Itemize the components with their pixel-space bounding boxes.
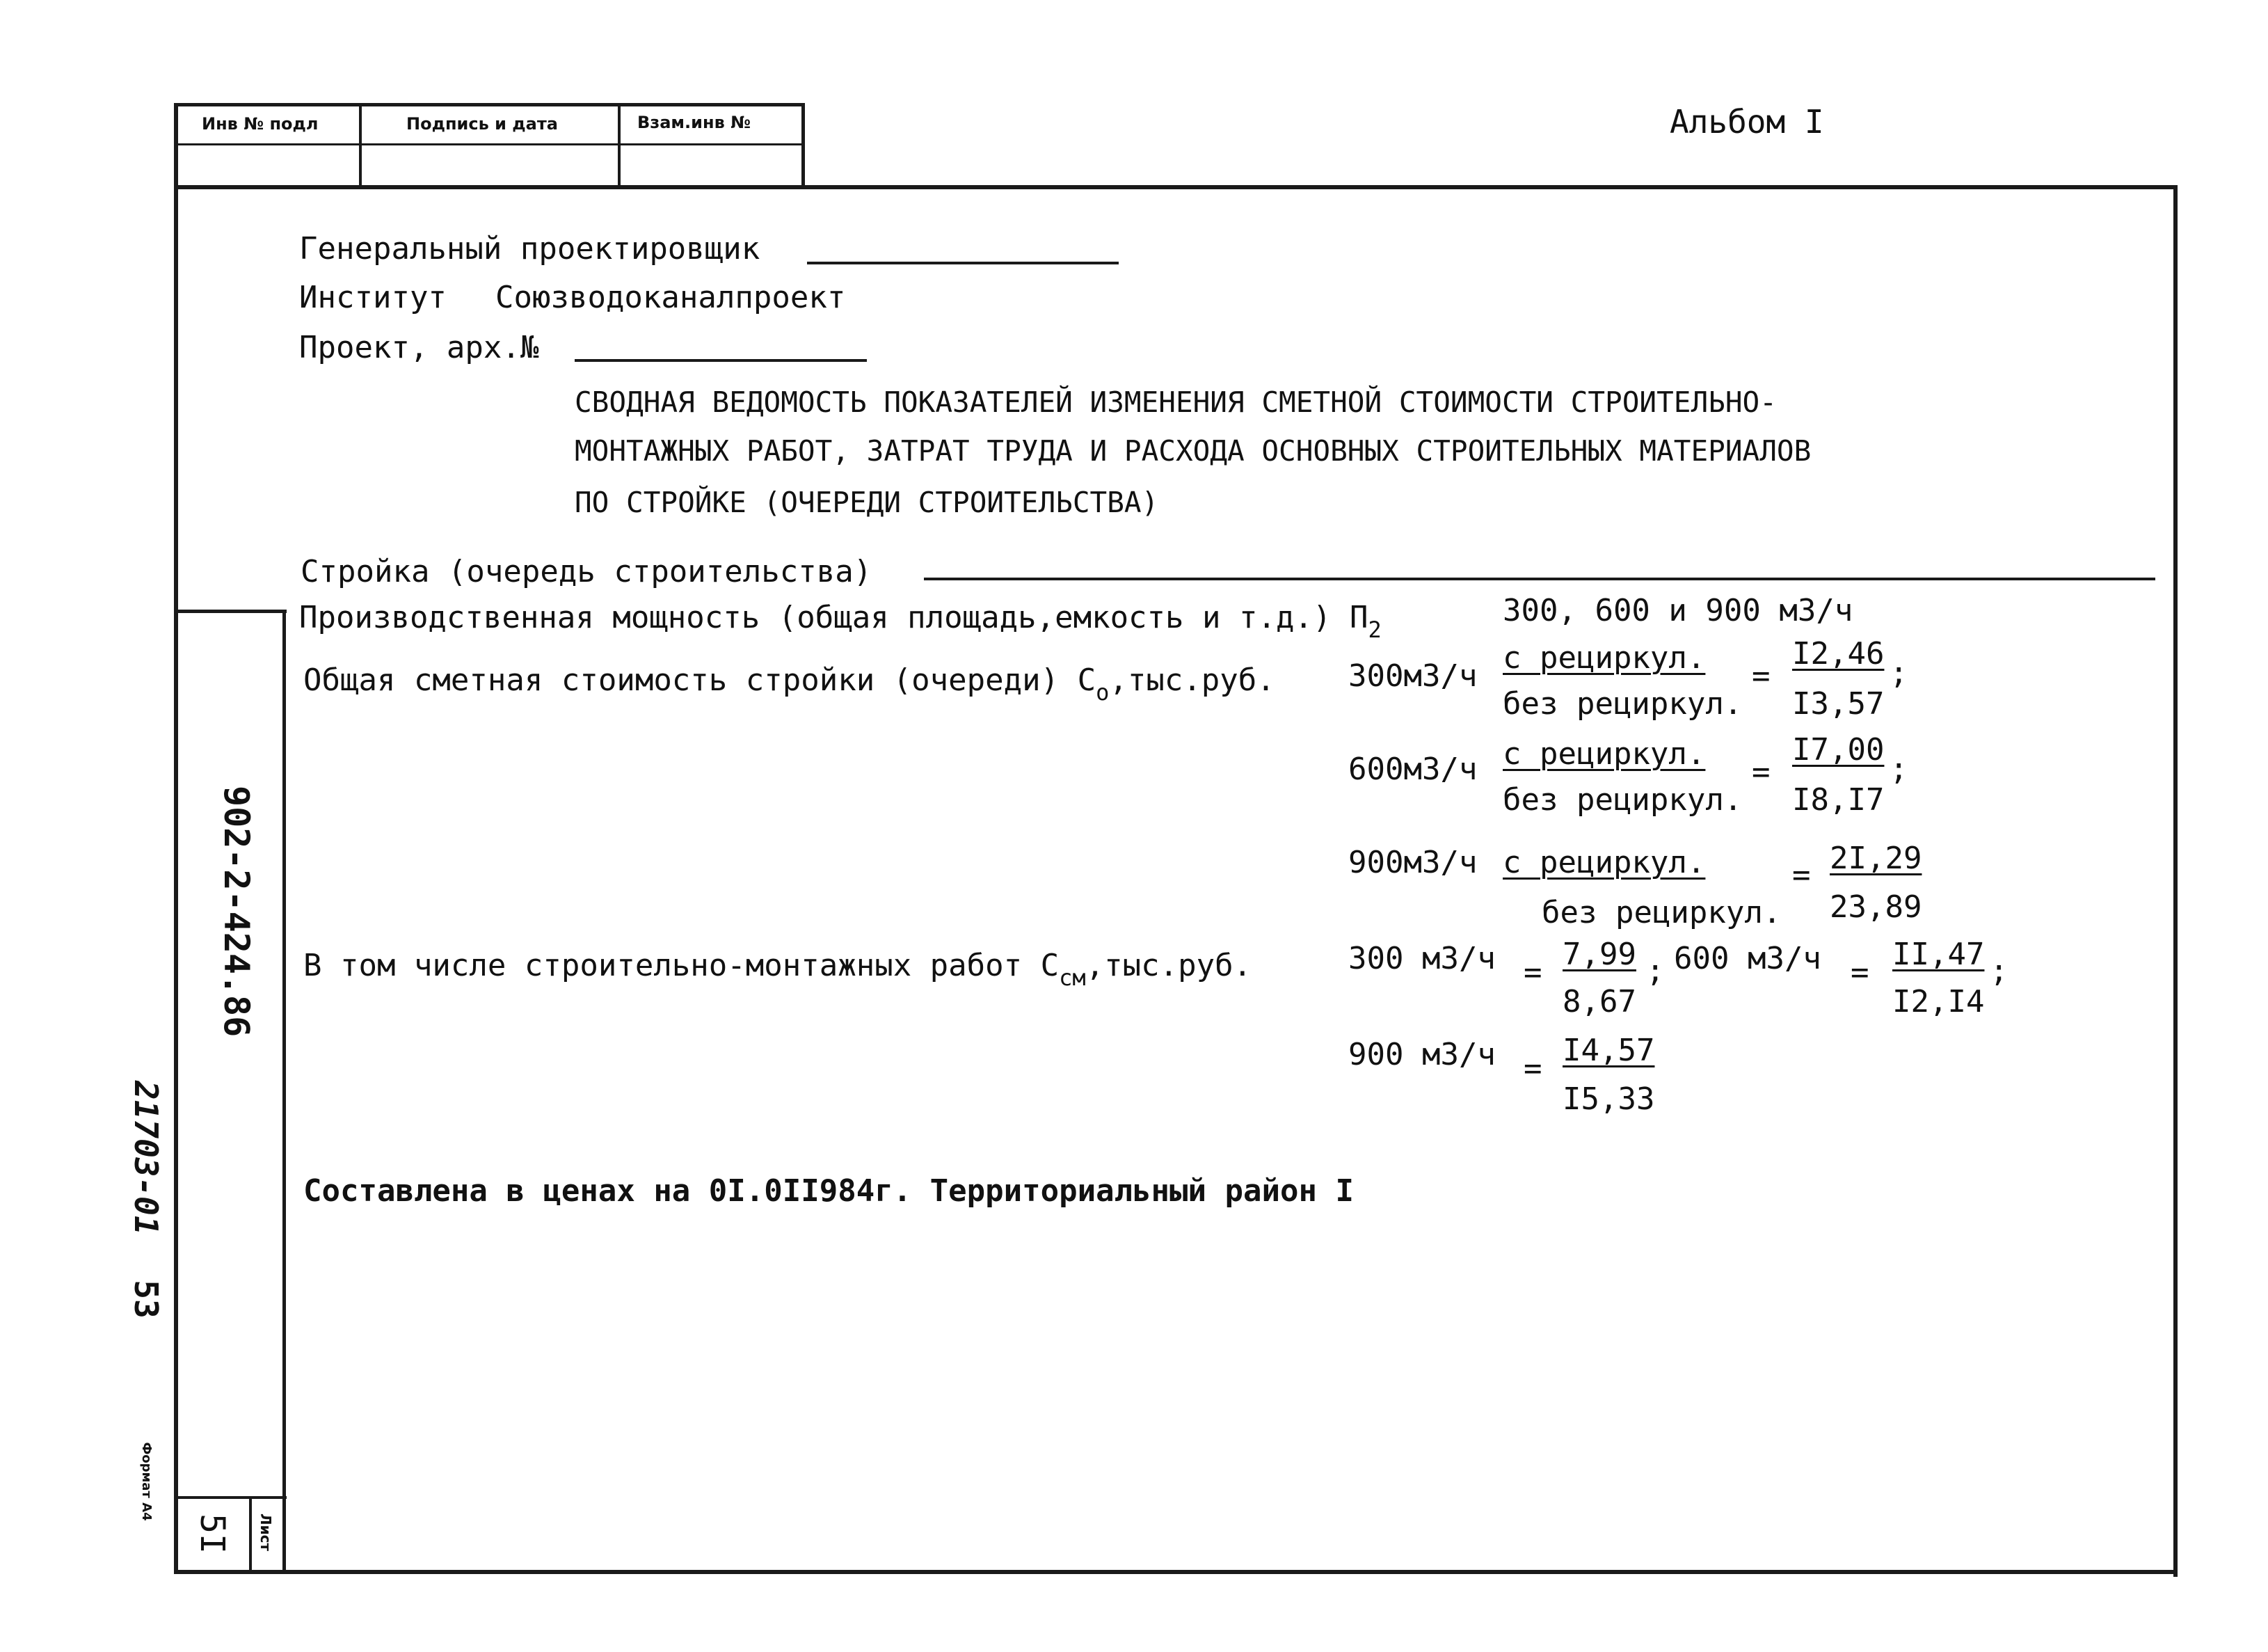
sheet-number: 5I	[193, 1514, 232, 1554]
smr-rate-900: 900 м3/ч	[1348, 1037, 1496, 1072]
capacity-text: Производственная мощность (общая площадь,емкость и т.д.) П	[299, 600, 1368, 635]
total-rate-300: 300м3/ч	[1348, 658, 1478, 694]
sheet-label: Лист	[257, 1513, 274, 1552]
frame-top-border	[174, 185, 2178, 189]
title-line-2: МОНТАЖНЫХ РАБОТ, ЗАТРАТ ТРУДА И РАСХОДА ОСНОВНЫХ СТРОИТЕЛЬНЫХ МАТЕРИАЛОВ	[575, 434, 1812, 468]
total-eq-600: =	[1752, 754, 1771, 790]
stamp-divider-2	[618, 103, 621, 189]
title-line-1: СВОДНАЯ ВЕДОМОСТЬ ПОКАЗАТЕЛЕЙ ИЗМЕНЕНИЯ СМЕТНОЙ СТОИМОСТИ СТРОИТЕЛЬНО-	[575, 386, 1777, 419]
total-with-value-600: I7,00	[1792, 732, 1885, 768]
designer-label: Генеральный проектировщик	[299, 231, 760, 267]
designer-blank	[807, 262, 1119, 264]
sign-date-label: Подпись и дата	[406, 114, 558, 134]
smr-unit: ,тыс.руб.	[1085, 948, 1252, 983]
construction-label: Стройка (очередь строительства)	[301, 554, 872, 589]
archive-code: 21703-01	[127, 1081, 165, 1235]
stamp-top-line	[174, 103, 804, 106]
stamp-divider-1	[359, 103, 362, 189]
inv-label: Инв № подл	[202, 114, 319, 134]
total-without-value-600: I8,I7	[1792, 782, 1885, 818]
smr-label	[303, 948, 1252, 991]
smr-end-300: ;	[1646, 953, 1665, 989]
smr-without-value-600: I2,I4	[1892, 984, 1985, 1019]
total-with-label-900-text: с рециркул.	[1503, 845, 1706, 880]
replace-inv-label: Взам.инв №	[637, 113, 751, 132]
smr-subscript: см	[1059, 964, 1086, 991]
smr-with-value-900: I4,57	[1563, 1033, 1655, 1068]
total-with-label-300: с рециркул.	[1503, 640, 1706, 676]
total-eq-900: =	[1792, 857, 1811, 893]
side-strip-top	[178, 610, 287, 613]
total-cost-text: Общая сметная стоимость стройки (очереди) С	[303, 662, 1096, 698]
smr-rate-600: 600 м3/ч	[1674, 941, 1821, 976]
title-line-3: ПО СТРОЙКЕ (ОЧЕРЕДИ СТРОИТЕЛЬСТВА)	[575, 486, 1159, 519]
total-rate-900: 900м3/ч	[1348, 845, 1478, 880]
format-label: Формат А4	[139, 1442, 154, 1521]
smr-end-600: ;	[1990, 953, 2009, 989]
total-rate-600: 600м3/ч	[1348, 752, 1478, 787]
stamp-right-line	[801, 103, 805, 189]
institute-label: Институт	[299, 280, 447, 315]
total-without-label-900: без рециркул.	[1542, 895, 1782, 930]
side-strip-right	[282, 610, 286, 1574]
institute-value: Союзводоканалпроект	[495, 280, 846, 315]
smr-eq-300: =	[1524, 955, 1542, 990]
frame-right-border	[2173, 185, 2178, 1577]
total-without-label-300: без рециркул.	[1503, 686, 1743, 722]
smr-without-value-300: 8,67	[1563, 984, 1636, 1019]
total-with-label-900	[1503, 845, 1706, 880]
smr-eq-600: =	[1851, 955, 1869, 990]
project-label: Проект, арх.№	[299, 330, 539, 365]
smr-text: В том числе строительно-монтажных работ С	[303, 948, 1060, 983]
total-end-600: ;	[1890, 752, 1908, 787]
total-without-value-900: 23,89	[1830, 889, 1922, 925]
archive-page: 53	[127, 1280, 165, 1319]
total-without-value-300: I3,57	[1792, 686, 1885, 722]
total-with-label-600: с рециркул.	[1503, 736, 1706, 772]
capacity-label	[299, 600, 1382, 643]
smr-eq-900: =	[1524, 1051, 1542, 1086]
total-without-label-600: без рециркул.	[1503, 782, 1743, 818]
smr-rate-300: 300 м3/ч	[1348, 941, 1496, 976]
project-blank	[575, 359, 867, 362]
doc-code: 902-2-424.86	[216, 786, 257, 1038]
frame-bottom-border	[174, 1570, 2178, 1574]
total-eq-300: =	[1752, 658, 1771, 694]
stamp-mid-line	[174, 143, 804, 145]
total-with-value-900: 2I,29	[1830, 841, 1922, 876]
frame-left-border	[174, 103, 178, 1574]
total-cost-unit: ,тыс.руб.	[1109, 662, 1275, 698]
capacity-value: 300, 600 и 900 м3/ч	[1503, 593, 1853, 628]
sheet-box-divider	[249, 1496, 252, 1573]
album-label: Альбом I	[1670, 103, 1824, 141]
smr-with-value-300: 7,99	[1563, 937, 1636, 972]
total-with-value-300: I2,46	[1792, 636, 1885, 672]
smr-with-value-600: II,47	[1892, 937, 1985, 972]
smr-without-value-900: I5,33	[1563, 1081, 1655, 1117]
total-cost-label	[303, 662, 1275, 706]
sheet-box-top	[178, 1496, 287, 1499]
total-end-300: ;	[1890, 656, 1908, 691]
prices-note: Составлена в ценах на 0I.0II984г. Территориальный район I	[303, 1173, 1354, 1209]
capacity-subscript: 2	[1368, 617, 1382, 643]
total-cost-subscript: о	[1096, 679, 1110, 706]
construction-blank	[924, 578, 2155, 580]
